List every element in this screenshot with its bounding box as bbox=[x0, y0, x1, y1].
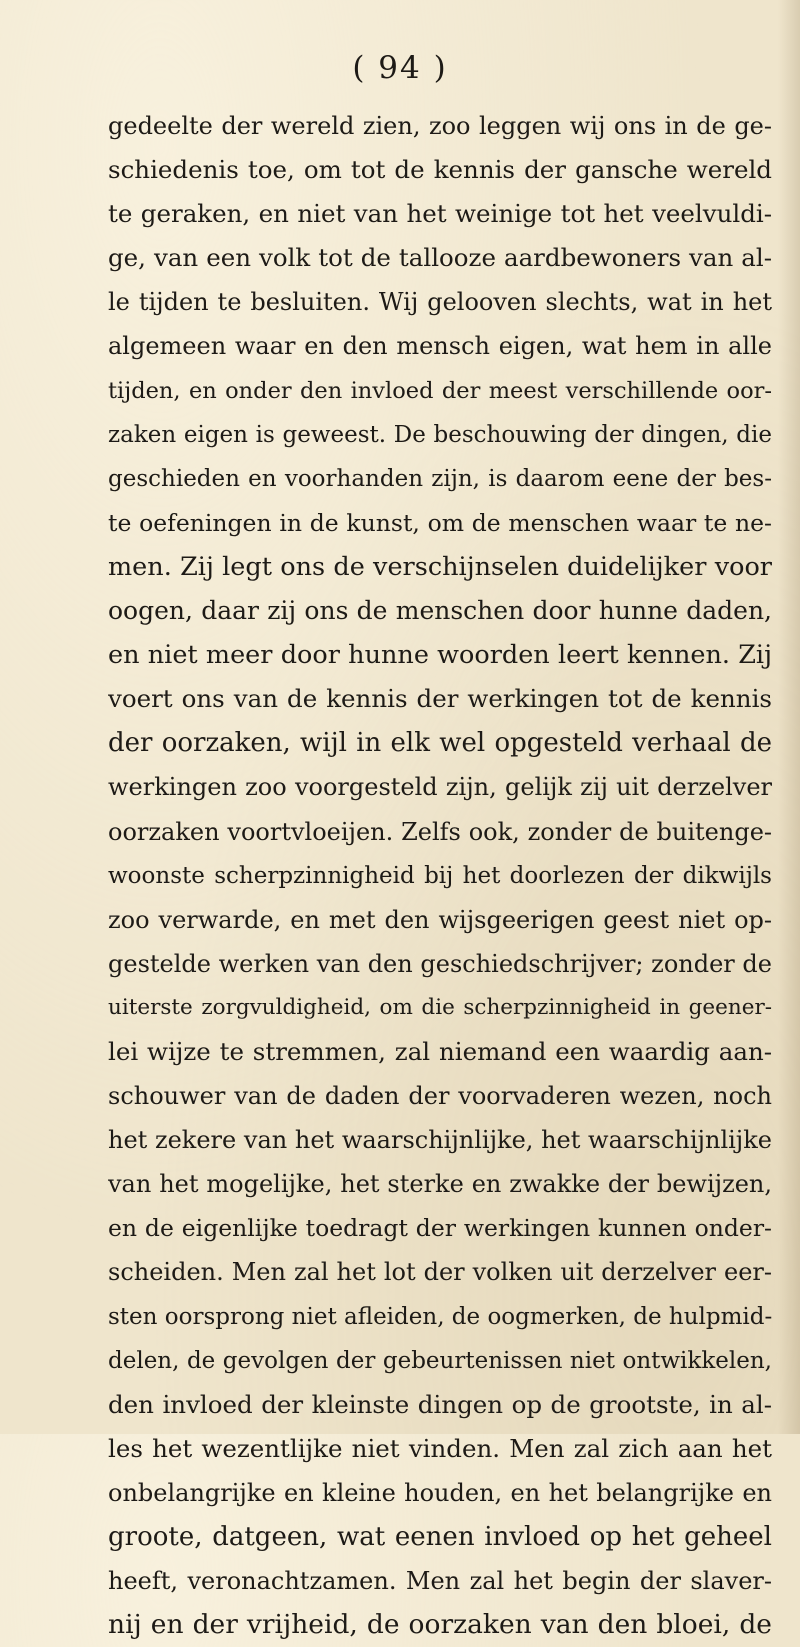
text-line: zoo verwarde, en met den wijsgeerigen geest niet op- bbox=[108, 905, 772, 934]
text-line: te geraken, en niet van het weinige tot het veelvuldi- bbox=[108, 199, 772, 229]
text-line: onbelangrijke en kleine houden, en het belangrijke en bbox=[108, 1478, 772, 1507]
text-line: le tijden te besluiten. Wij gelooven slechts, wat in het bbox=[108, 288, 772, 317]
text-line: werkingen zoo voorgesteld zijn, gelijk zij uit derzelver bbox=[108, 773, 772, 802]
text-line: gestelde werken van den geschiedschrijver; zonder de bbox=[108, 949, 772, 978]
text-line: heeft, veronachtzamen. Men zal het begin der slaver- bbox=[108, 1567, 772, 1596]
text-line: oogen, daar zij ons de menschen door hunne daden, bbox=[108, 596, 772, 626]
text-line: oorzaken voortvloeijen. Zelfs ook, zonder de buitenge- bbox=[108, 817, 772, 846]
text-line: algemeen waar en den mensch eigen, wat hem in alle bbox=[108, 332, 772, 361]
text-line: men. Zij legt ons de verschijnselen duidelijker voor bbox=[108, 551, 772, 582]
text-line: gedeelte der wereld zien, zoo leggen wij ons in de ge- bbox=[108, 112, 772, 140]
page-number: ( 94 ) bbox=[352, 50, 448, 86]
text-line: der oorzaken, wijl in elk wel opgesteld verhaal de bbox=[108, 728, 772, 759]
text-line: zaken eigen is geweest. De beschouwing der dingen, die bbox=[108, 421, 772, 448]
text-line: van het mogelijke, het sterke en zwakke der bewijzen, bbox=[108, 1170, 772, 1199]
text-line: lei wijze te stremmen, zal niemand een waardig aan- bbox=[108, 1036, 772, 1066]
text-line: tijden, en onder den invloed der meest verschillende oor- bbox=[108, 377, 772, 404]
text-line: den invloed der kleinste dingen op de grootste, in al- bbox=[108, 1389, 772, 1419]
text-line: schouwer van de daden der voorvaderen wezen, noch bbox=[108, 1082, 772, 1111]
text-line: nij en der vrijheid, de oorzaken van den bloei, de bbox=[108, 1609, 772, 1641]
text-line: les het wezentlijke niet vinden. Men zal zich aan het bbox=[108, 1433, 772, 1463]
text-line: te oefeningen in de kunst, om de menschen waar te ne- bbox=[108, 508, 772, 537]
text-line: het zekere van het waarschijnlijke, het waarschijnlijke bbox=[108, 1126, 772, 1155]
text-line: uiterste zorgvuldigheid, om die scherpzinnigheid in geener- bbox=[108, 994, 772, 1020]
text-line: schiedenis toe, om tot de kennis der gansche wereld bbox=[108, 155, 772, 185]
text-line: en niet meer door hunne woorden leert kennen. Zij bbox=[108, 640, 772, 671]
text-line: ge, van een volk tot de tallooze aardbewoners van al- bbox=[108, 243, 772, 273]
text-line: delen, de gevolgen der gebeurtenissen niet ontwikkelen, bbox=[108, 1347, 772, 1374]
text-line: geschieden en voorhanden zijn, is daarom eene der bes- bbox=[108, 465, 772, 492]
text-line: groote, datgeen, wat eenen invloed op het geheel bbox=[108, 1522, 772, 1552]
body-text bbox=[108, 104, 772, 1647]
text-line: sten oorsprong niet afleiden, de oogmerken, de hulpmid- bbox=[108, 1303, 772, 1330]
text-line: voert ons van de kennis der werkingen tot de kennis bbox=[108, 684, 772, 714]
text-line: en de eigenlijke toedragt der werkingen kunnen onder- bbox=[108, 1214, 772, 1243]
text-line: woonste scherpzinnigheid bij het doorlezen der dikwijls bbox=[108, 862, 772, 889]
page-edge-shadow bbox=[778, 0, 800, 1434]
text-line: scheiden. Men zal het lot der volken uit derzelver eer- bbox=[108, 1258, 772, 1287]
